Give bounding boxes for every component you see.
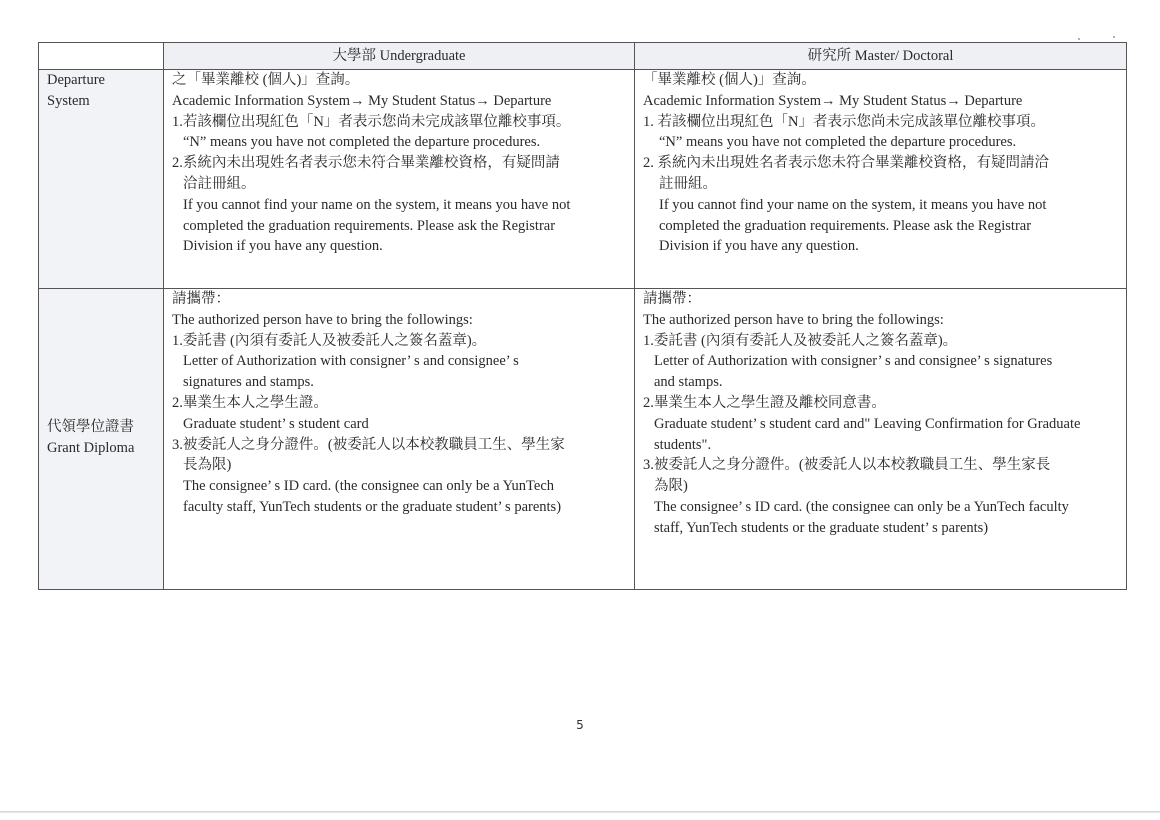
text-line: Letter of Authorization with consigner’ s and consignee’ s signatures: [654, 353, 1053, 370]
header-undergraduate: 大學部 Undergraduate: [164, 43, 635, 70]
text-line: 請攜帶：: [643, 291, 701, 307]
cell-undergraduate-departure: [164, 70, 635, 289]
text-line: 1.委託書 (內須有委託人及被委託人之簽名蓋章)。: [172, 332, 487, 349]
text-line: 1.委託書 (內須有委託人及被委託人之簽名蓋章)。: [643, 332, 958, 349]
text-line: 3.被委託人之身分證件。(被委託人以本校教職員工生、學生家長: [643, 457, 1051, 474]
text-line: 2.畢業生本人之學生證。: [172, 394, 328, 411]
text-line: completed the graduation requirements. Please ask the Registrar: [183, 217, 556, 234]
cell-undergraduate-diploma: [164, 289, 635, 590]
text-line: If you cannot find your name on the system, it means you have not: [659, 196, 1047, 213]
page-number: 5: [576, 718, 584, 732]
text-line: The authorized person have to bring the followings:: [172, 311, 473, 328]
text-line: faculty staff, YunTech students or the graduate student’ s parents): [183, 498, 562, 515]
header-corner-cell: [39, 43, 164, 70]
text-line: “N” means you have not completed the departure procedures.: [183, 134, 541, 151]
text-line: Academic Information System→ My Student Status→ Departure: [172, 92, 552, 109]
text-line: signatures and stamps.: [183, 374, 314, 391]
text-line: Division if you have any question.: [183, 238, 383, 255]
text-line: 之「畢業離校 (個人)」查詢。: [172, 72, 360, 88]
row-label-line: Departure: [47, 72, 105, 88]
text-line: students".: [654, 436, 712, 453]
text-line: 2.畢業生本人之學生證及離校同意書。: [643, 394, 886, 411]
text-line: Graduate student’ s student card and" Leaving Confirmation for Graduate: [654, 415, 1081, 432]
table-row-departure-system: [39, 70, 1127, 289]
text-line: 請攜帶：: [172, 291, 230, 307]
text-line: The authorized person have to bring the followings:: [643, 311, 944, 328]
text-line: and stamps.: [654, 374, 723, 391]
text-line: The consignee’ s ID card. (the consignee can only be a YunTech faculty: [654, 498, 1069, 515]
text-line: If you cannot find your name on the system, it means you have not: [183, 196, 571, 213]
text-line: 洽註冊組。: [183, 175, 256, 192]
text-line: completed the graduation requirements. Please ask the Registrar: [659, 217, 1032, 234]
text-line: 1. 若該欄位出現紅色「N」者表示您尚未完成該單位離校事項。: [643, 113, 1045, 130]
scan-bottom-edge: [0, 811, 1160, 813]
text-line: 為限): [654, 478, 688, 495]
text-line: “N” means you have not completed the departure procedures.: [659, 134, 1017, 151]
text-line: 長為限): [183, 457, 232, 474]
text-line: staff, YunTech students or the graduate student’ s parents): [654, 519, 989, 536]
text-line: 2. 系統內未出現姓名者表示您未符合畢業離校資格，有疑問請洽: [643, 155, 1049, 172]
row-label-departure-system: [39, 70, 164, 289]
row-label-line: 代領學位證書: [47, 419, 134, 435]
header-graduate: 研究所 Master/ Doctoral: [635, 43, 1127, 70]
text-line: The consignee’ s ID card. (the consignee can only be a YunTech: [183, 478, 555, 495]
text-line: 「畢業離校 (個人)」查詢。: [643, 72, 816, 88]
text-line: Division if you have any question.: [659, 238, 859, 255]
text-line: Academic Information System→ My Student Status→ Departure: [643, 92, 1023, 109]
text-line: 1.若該欄位出現紅色「N」者表示您尚未完成該單位離校事項。: [172, 113, 571, 130]
text-line: 註冊組。: [659, 175, 717, 192]
graduation-procedures-table: [38, 42, 1127, 590]
table-row-grant-diploma: [39, 289, 1127, 590]
text-line: 3.被委託人之身分證件。(被委託人以本校教職員工生、學生家: [172, 436, 565, 453]
row-label-line: System: [47, 92, 90, 109]
scan-artifact: [1113, 36, 1115, 38]
cell-graduate-departure: [635, 70, 1127, 289]
text-line: Graduate student’ s student card: [183, 415, 369, 432]
cell-graduate-diploma: [635, 289, 1127, 590]
scan-artifact: [1078, 38, 1080, 40]
text-line: Letter of Authorization with consigner’ s and consignee’ s: [183, 353, 519, 370]
row-label-wrapper: [47, 289, 157, 459]
table-header-row: [39, 43, 1127, 70]
text-line: 2.系統內未出現姓名者表示您未符合畢業離校資格，有疑問請: [172, 155, 560, 172]
row-label-grant-diploma: [39, 289, 164, 590]
row-label-line: Grant Diploma: [47, 439, 135, 456]
